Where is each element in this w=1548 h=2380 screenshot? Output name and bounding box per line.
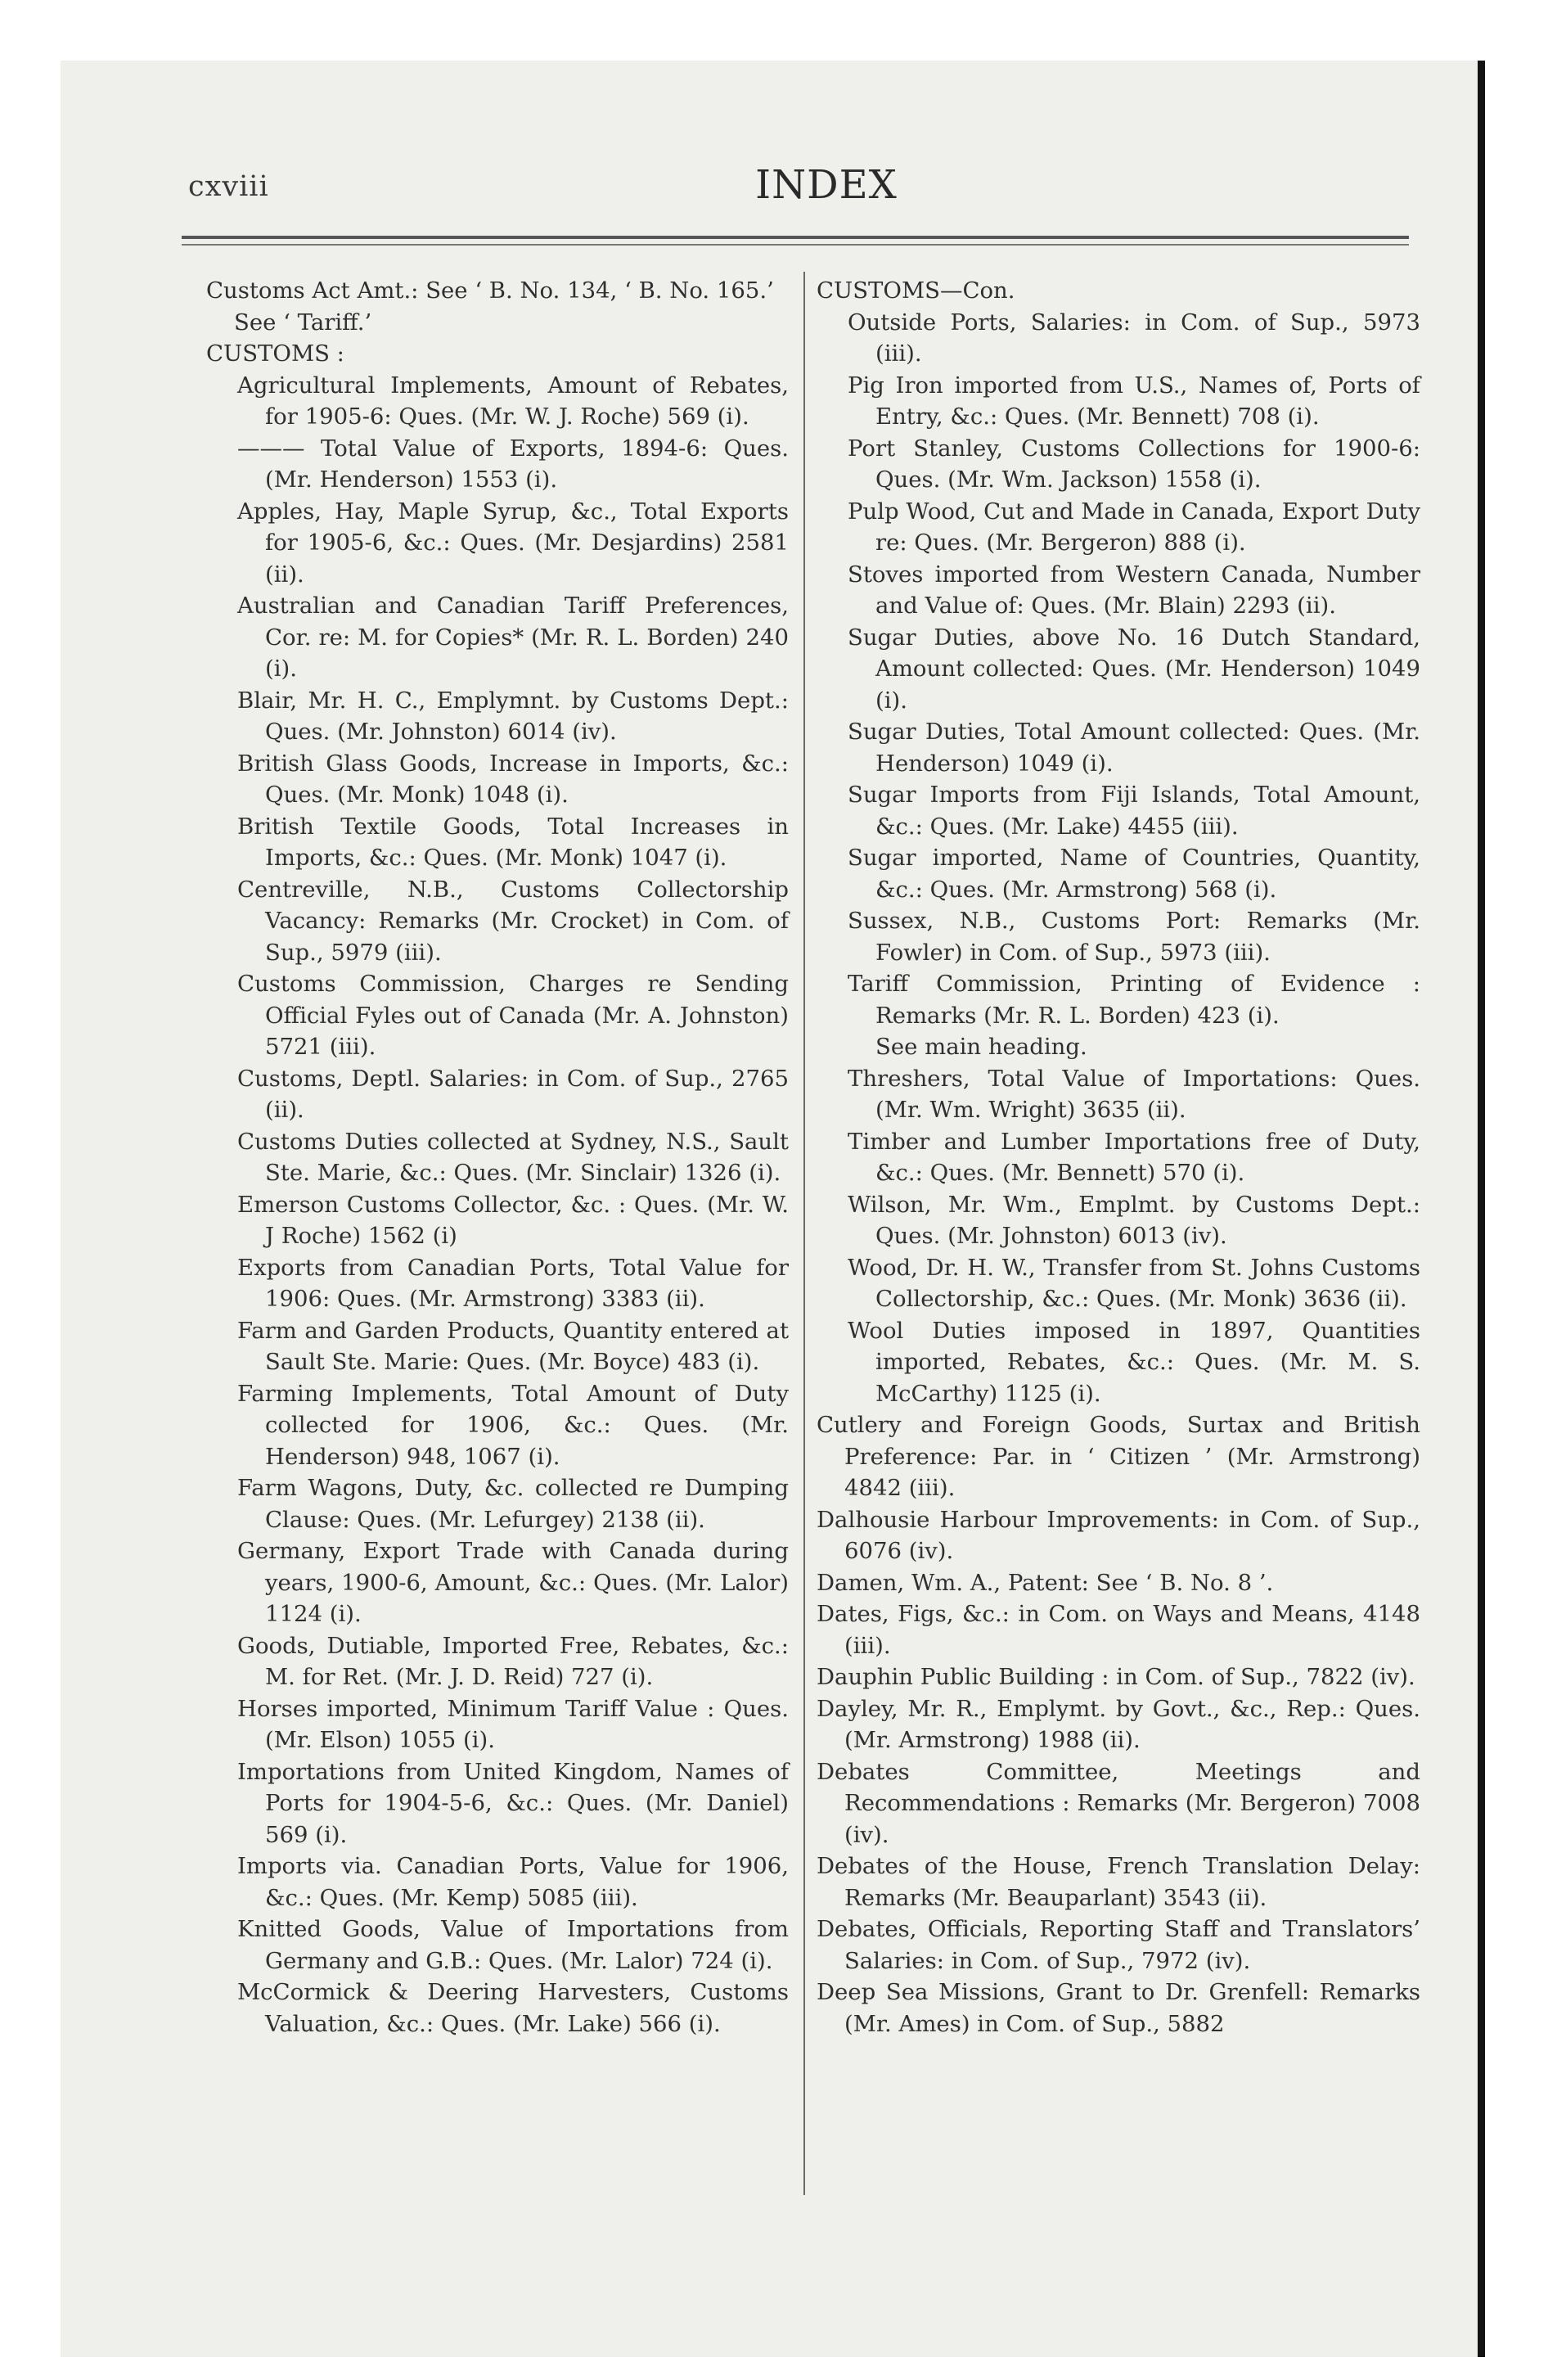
index-entry: Tariff Commission, Printing of Evidence : Remarks (Mr. R. L. Borden) 423 (i). — [848, 971, 1420, 1029]
index-entry: Farm and Garden Products, Quantity entered at Sault Ste. Marie: Ques. (Mr. Boyce) 483 (i). — [237, 1317, 789, 1375]
index-entry: Dauphin Public Building : in Com. of Sup., 7822 (iv). — [817, 1664, 1415, 1690]
index-entry: Wilson, Mr. Wm., Emplmt. by Customs Dept.: Ques. (Mr. Johnston) 6013 (iv). — [848, 1191, 1420, 1249]
index-entry: Stoves imported from Western Canada, Number and Value of: Ques. (Mr. Blain) 2293 (ii). — [848, 561, 1420, 619]
index-entry: Germany, Export Trade with Canada during years, 1900-6, Amount, &c.: Ques. (Mr. Lalor) 1124 (i). — [237, 1538, 789, 1627]
index-entry: Deep Sea Missions, Grant to Dr. Grenfell: Remarks (Mr. Ames) in Com. of Sup., 5882 — [817, 1979, 1420, 2037]
index-entry: ——— Total Value of Exports, 1894-6: Ques. (Mr. Henderson) 1553 (i). — [237, 435, 789, 493]
index-entry: Dalhousie Harbour Improvements: in Com. of Sup., 6076 (iv). — [817, 1506, 1420, 1564]
index-entry: Customs Act Amt.: See ‘ B. No. 134, ‘ B. No. 165.’ — [206, 277, 774, 304]
index-entry: Sugar imported, Name of Countries, Quantity, &c.: Ques. (Mr. Armstrong) 568 (i). — [848, 845, 1420, 903]
index-entry: Sussex, N.B., Customs Port: Remarks (Mr. Fowler) in Com. of Sup., 5973 (iii). — [848, 908, 1420, 966]
index-entry: Agricultural Implements, Amount of Rebates, for 1905-6: Ques. (Mr. W. J. Roche) 569 (i). — [237, 372, 789, 430]
index-entry: Imports via. Canadian Ports, Value for 1906, &c.: Ques. (Mr. Kemp) 5085 (iii). — [237, 1853, 789, 1911]
index-entry: Exports from Canadian Ports, Total Value for 1906: Ques. (Mr. Armstrong) 3383 (ii). — [237, 1254, 789, 1312]
left-index-column — [206, 275, 789, 2040]
index-entry: Pig Iron imported from U.S., Names of, Ports of Entry, &c.: Ques. (Mr. Bennett) 708 (i). — [848, 372, 1420, 430]
column-divider — [803, 272, 805, 2195]
index-entry: Customs, Deptl. Salaries: in Com. of Sup., 2765 (ii). — [237, 1065, 789, 1123]
right-index-column — [817, 275, 1420, 2040]
index-entry: Threshers, Total Value of Importations: Ques. (Mr. Wm. Wright) 3635 (ii). — [848, 1065, 1420, 1123]
index-entry: Farming Implements, Total Amount of Duty collected for 1906, &c.: Ques. (Mr. Henderson) 948, 1067 (i). — [237, 1380, 789, 1470]
index-entry: Sugar Duties, Total Amount collected: Ques. (Mr. Henderson) 1049 (i). — [848, 719, 1420, 777]
header-rule — [182, 236, 1409, 239]
index-entry: Cutlery and Foreign Goods, Surtax and British Preference: Par. in ‘ Citizen ’ (Mr. Armstrong) 4842 (iii). — [817, 1412, 1420, 1501]
index-entry: Apples, Hay, Maple Syrup, &c., Total Exports for 1905-6, &c.: Ques. (Mr. Desjardins) 2581 (ii). — [237, 498, 789, 588]
index-entry: See ‘ Tariff.’ — [234, 309, 372, 336]
index-entry: Timber and Lumber Importations free of Duty, &c.: Ques. (Mr. Bennett) 570 (i). — [848, 1128, 1420, 1186]
page-title: INDEX — [755, 162, 898, 208]
index-entry: See main heading. — [875, 1034, 1087, 1060]
index-entry: Goods, Dutiable, Imported Free, Rebates, &c.: M. for Ret. (Mr. J. D. Reid) 727 (i). — [237, 1632, 789, 1690]
index-entry: Dayley, Mr. R., Emplymt. by Govt., &c., Rep.: Ques. (Mr. Armstrong) 1988 (ii). — [817, 1695, 1420, 1753]
index-entry: Sugar Imports from Fiji Islands, Total Amount, &c.: Ques. (Mr. Lake) 4455 (iii). — [848, 782, 1420, 840]
index-entry: Australian and Canadian Tariff Preferences, Cor. re: M. for Copies* (Mr. R. L. Borden) 240 (i). — [237, 593, 789, 682]
index-entry: Sugar Duties, above No. 16 Dutch Standard, Amount collected: Ques. (Mr. Henderson) 1049 (i). — [848, 624, 1420, 714]
header-rule-thin — [182, 244, 1409, 246]
index-entry: Centreville, N.B., Customs Collectorship Vacancy: Remarks (Mr. Crocket) in Com. of Sup., 5979 (iii). — [237, 876, 789, 966]
index-entry: Debates Committee, Meetings and Recommendations : Remarks (Mr. Bergeron) 7008 (iv). — [817, 1758, 1420, 1848]
index-entry: Outside Ports, Salaries: in Com. of Sup., 5973 (iii). — [848, 309, 1420, 367]
index-entry: Customs Duties collected at Sydney, N.S., Sault Ste. Marie, &c.: Ques. (Mr. Sinclair) 1326 (i). — [237, 1128, 789, 1186]
index-entry: Knitted Goods, Value of Importations from Germany and G.B.: Ques. (Mr. Lalor) 724 (i). — [237, 1916, 789, 1974]
index-entry: Damen, Wm. A., Patent: See ‘ B. No. 8 ’. — [817, 1569, 1274, 1596]
index-entry: British Textile Goods, Total Increases in Imports, &c.: Ques. (Mr. Monk) 1047 (i). — [237, 813, 789, 871]
index-entry: Blair, Mr. H. C., Emplymnt. by Customs Dept.: Ques. (Mr. Johnston) 6014 (iv). — [237, 687, 789, 745]
index-entry: Debates of the House, French Translation Delay: Remarks (Mr. Beauparlant) 3543 (ii). — [817, 1853, 1420, 1911]
index-heading: CUSTOMS : — [206, 340, 344, 367]
index-entry: Importations from United Kingdom, Names of Ports for 1904-5-6, &c.: Ques. (Mr. Daniel) 569 (i). — [237, 1758, 789, 1848]
index-entry: British Glass Goods, Increase in Imports, &c.: Ques. (Mr. Monk) 1048 (i). — [237, 750, 789, 808]
page-number: cxviii — [188, 170, 269, 203]
index-entry: Pulp Wood, Cut and Made in Canada, Export Duty re: Ques. (Mr. Bergeron) 888 (i). — [848, 498, 1420, 556]
index-entry: Horses imported, Minimum Tariff Value : Ques. (Mr. Elson) 1055 (i). — [237, 1695, 789, 1753]
index-entry: Customs Commission, Charges re Sending Official Fyles out of Canada (Mr. A. Johnston) 5721 (iii). — [237, 971, 789, 1060]
index-entry: Wood, Dr. H. W., Transfer from St. Johns Customs Collectorship, &c.: Ques. (Mr. Monk) 3636 (ii). — [848, 1254, 1420, 1312]
index-entry: Farm Wagons, Duty, &c. collected re Dumping Clause: Ques. (Mr. Lefurgey) 2138 (ii). — [237, 1475, 789, 1533]
index-heading: CUSTOMS—Con. — [817, 277, 1015, 304]
index-entry: Dates, Figs, &c.: in Com. on Ways and Means, 4148 (iii). — [817, 1601, 1420, 1659]
index-entry: Debates, Officials, Reporting Staff and Translators’ Salaries: in Com. of Sup., 7972 (iv). — [817, 1916, 1420, 1974]
index-entry: Port Stanley, Customs Collections for 1900-6: Ques. (Mr. Wm. Jackson) 1558 (i). — [848, 435, 1420, 493]
index-entry: McCormick & Deering Harvesters, Customs Valuation, &c.: Ques. (Mr. Lake) 566 (i). — [237, 1979, 789, 2037]
scan-edge — [1478, 61, 1485, 2357]
index-entry: Wool Duties imposed in 1897, Quantities imported, Rebates, &c.: Ques. (Mr. M. S. McCarthy) 1125 (i). — [848, 1317, 1420, 1407]
index-entry: Emerson Customs Collector, &c. : Ques. (Mr. W. J Roche) 1562 (i) — [237, 1191, 789, 1249]
